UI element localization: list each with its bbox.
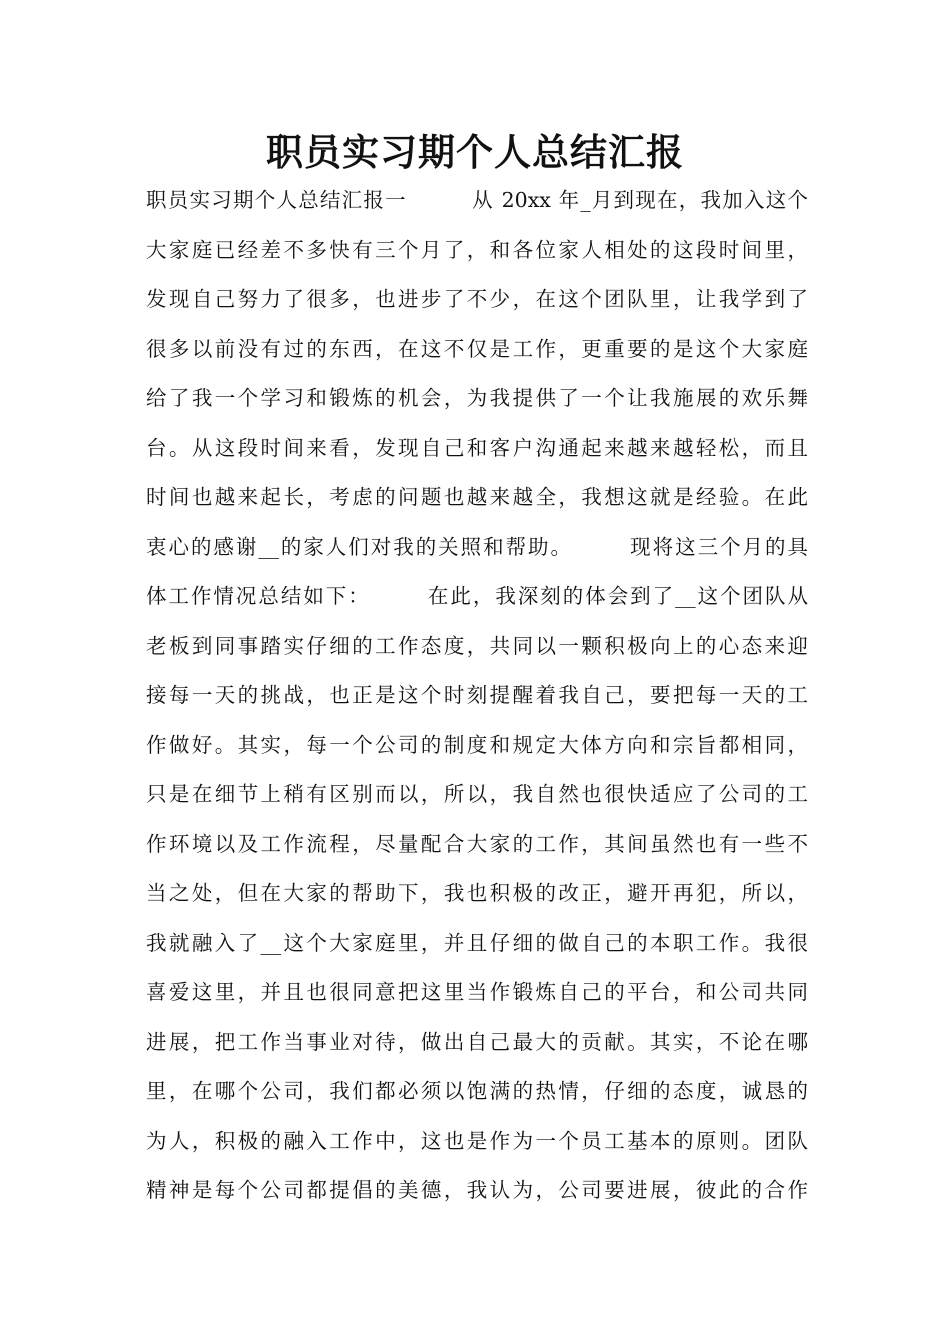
body-line: 接每一天的挑战，也正是这个时刻提醒着我自己，要把每一天的工 <box>146 683 808 707</box>
body-line: 我就融入了__这个大家庭里，并且仔细的做自己的本职工作。我很 <box>146 930 808 955</box>
body-line: 职员实习期个人总结汇报一 从 20xx 年_月到现在，我加入这个 <box>146 188 808 212</box>
body-line: 台。从这段时间来看，发现自己和客户沟通起来越来越轻松，而且 <box>146 435 808 460</box>
body-line: 老板到同事踏实仔细的工作态度，共同以一颗积极向上的心态来迎 <box>146 633 808 658</box>
body-line: 为人，积极的融入工作中，这也是作为一个员工基本的原则。团队 <box>146 1128 808 1153</box>
body-line: 精神是每个公司都提倡的美德，我认为，公司要进展，彼此的合作 <box>146 1178 808 1202</box>
body-line: 喜爱这里，并且也很同意把这里当作锻炼自己的平台，和公司共同 <box>146 980 808 1004</box>
body-line: 给了我一个学习和锻炼的机会，为我提供了一个让我施展的欢乐舞 <box>146 386 808 410</box>
document-title: 职员实习期个人总结汇报 <box>266 131 684 174</box>
body-line: 进展，把工作当事业对待，做出自己最大的贡献。其实，不论在哪 <box>146 1029 808 1054</box>
body-line: 只是在细节上稍有区别而以，所以，我自然也很快适应了公司的工 <box>146 782 808 806</box>
body-line: 发现自己努力了很多，也进步了不少，在这个团队里，让我学到了 <box>146 287 808 311</box>
body-line: 作做好。其实，每一个公司的制度和规定大体方向和宗旨都相同， <box>146 732 808 757</box>
document-body <box>146 180 808 1220</box>
body-line: 当之处，但在大家的帮助下，我也积极的改正，避开再犯，所以， <box>146 881 808 905</box>
body-line: 大家庭已经差不多快有三个月了，和各位家人相处的这段时间里， <box>146 237 808 262</box>
body-line: 衷心的感谢__的家人们对我的关照和帮助。 现将这三个月的具 <box>146 534 808 559</box>
body-line: 作环境以及工作流程，尽量配合大家的工作，其间虽然也有一些不 <box>146 831 808 856</box>
body-line: 时间也越来起长，考虑的问题也越来越全，我想这就是经验。在此 <box>146 485 808 509</box>
body-line: 里，在哪个公司，我们都必须以饱满的热情，仔细的态度，诚恳的 <box>146 1079 808 1103</box>
body-line: 体工作情况总结如下： 在此，我深刻的体会到了__这个团队从 <box>146 584 808 608</box>
body-line: 很多以前没有过的东西，在这不仅是工作，更重要的是这个大家庭 <box>146 336 808 361</box>
